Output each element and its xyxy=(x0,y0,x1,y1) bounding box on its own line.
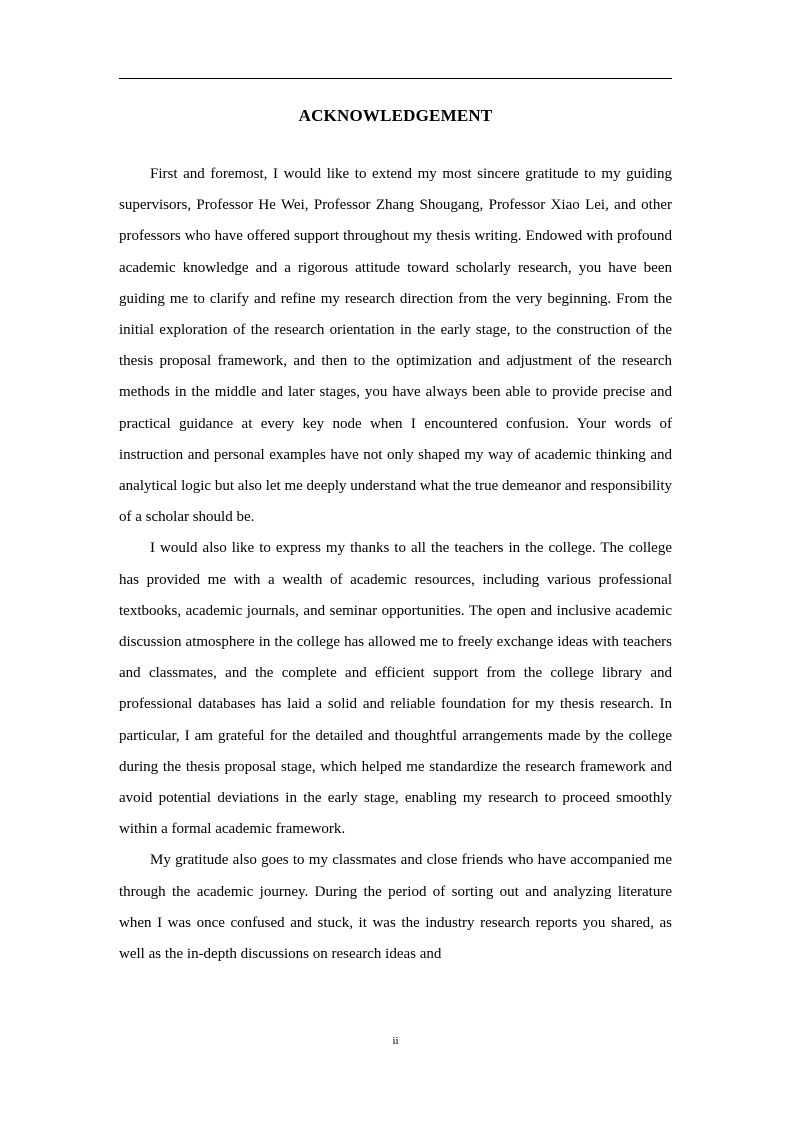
paragraph-supervisors: First and foremost, I would like to extend my most sincere gratitude to my guiding supervisors, Professor He Wei, Professor Zhang Shougang, Professor Xiao Lei, and other professors who have offered support throughout my thesis writing. Endowed with profound academic knowledge and a rigorous attitude toward scholarly research, you have been guiding me to clarify and refine my research direction from the very beginning. From the initial exploration of the research orientation in the early stage, to the construction of the thesis proposal framework, and then to the optimization and adjustment of the research methods in the middle and later stages, you have always been able to provide precise and practical guidance at every key node when I encountered confusion. Your words of instruction and personal examples have not only shaped my way of academic thinking and analytical logic but also let me deeply understand what the true demeanor and responsibility of a scholar should be. xyxy=(119,166,672,526)
body-text xyxy=(119,159,672,970)
page-number: ii xyxy=(392,1035,399,1047)
paragraph-college: I would also like to express my thanks to all the teachers in the college. The college has provided me with a wealth of academic resources, including various professional textbooks, academic journals, and seminar opportunities. The open and inclusive academic discussion atmosphere in the college has allowed me to freely exchange ideas with teachers and classmates, and the complete and efficient support from the college library and professional databases has laid a solid and reliable foundation for my thesis research. In particular, I am grateful for the detailed and thoughtful arrangements made by the college during the thesis proposal stage, which helped me standardize the research framework and avoid potential deviations in the early stage, enabling my research to proceed smoothly within a formal academic framework. xyxy=(119,540,672,838)
page-title: ACKNOWLEDGEMENT xyxy=(298,106,493,125)
header-rule xyxy=(119,78,672,79)
paragraph-classmates: My gratitude also goes to my classmates and close friends who have accompanied me through the academic journey. During the period of sorting out and analyzing literature when I was once confused and stuck, it was the industry research reports you shared, as well as the in-depth discussions on research ideas and xyxy=(119,852,672,963)
